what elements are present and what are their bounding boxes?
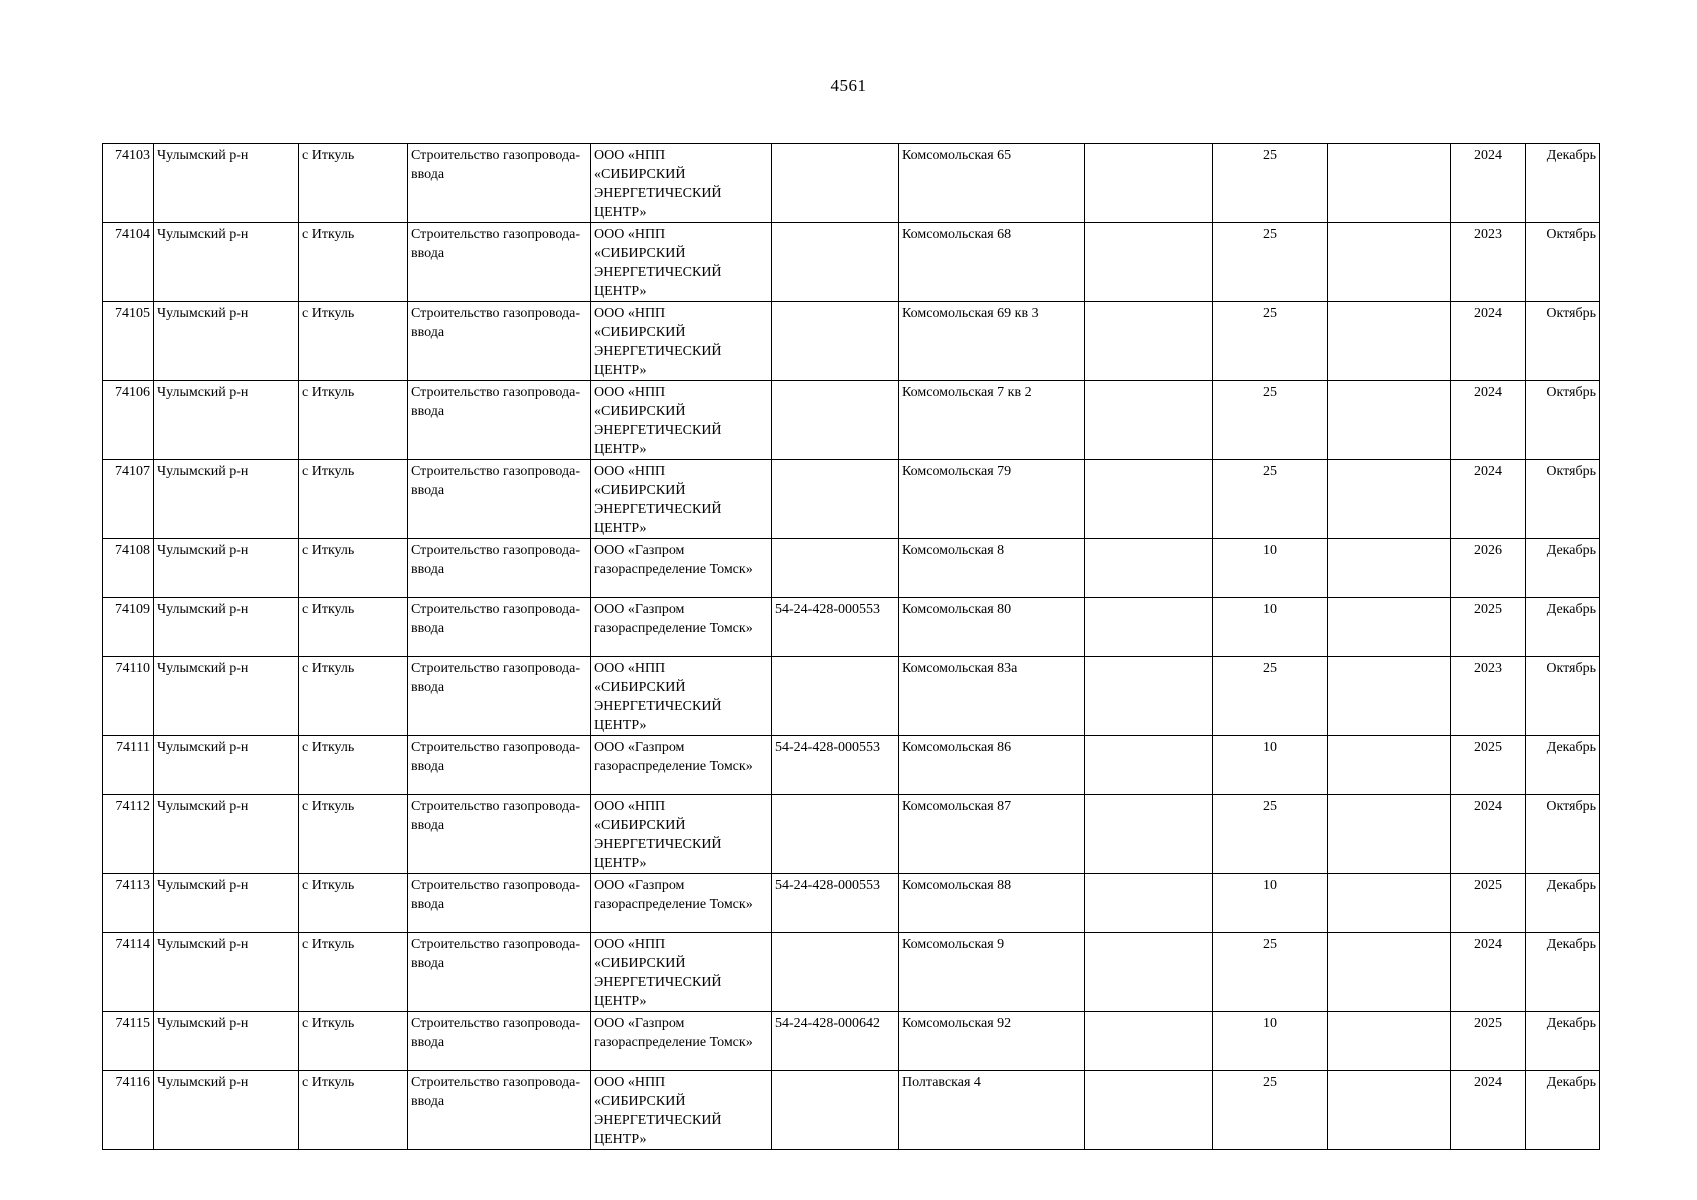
work-line: ввода (411, 818, 445, 833)
org-line: ЭНЕРГЕТИЧЕСКИЙ (594, 502, 722, 517)
org-line: ООО «НПП (594, 148, 666, 163)
org-line: ООО «Газпром (594, 543, 685, 558)
cell-year: 2024 (1451, 381, 1526, 460)
cell-id: 74108 (103, 539, 154, 598)
cell-settlement: с Иткуль (299, 1012, 408, 1071)
cell-district: Чулымский р-н (154, 223, 299, 302)
cell-settlement: с Иткуль (299, 144, 408, 223)
org-line: ООО «НПП (594, 799, 666, 814)
cell-empty (1328, 933, 1451, 1012)
org-line: газораспределение Томск» (594, 562, 753, 577)
cell-empty (1085, 539, 1213, 598)
org-line: «СИБИРСКИЙ (594, 680, 686, 695)
cell-address: Полтавская 4 (899, 1071, 1085, 1150)
work-line: Строительство газопровода- (411, 661, 580, 676)
cell-empty (1085, 657, 1213, 736)
cell-organization (591, 657, 772, 736)
org-line: газораспределение Томск» (594, 1035, 753, 1050)
cell-id: 74115 (103, 1012, 154, 1071)
table-row (103, 302, 1600, 381)
cell-contract-number (772, 144, 899, 223)
work-line: ввода (411, 483, 445, 498)
cell-month: Декабрь (1526, 539, 1600, 598)
table-row (103, 460, 1600, 539)
cell-id: 74114 (103, 933, 154, 1012)
work-line: Строительство газопровода- (411, 1016, 580, 1031)
cell-year: 2025 (1451, 1012, 1526, 1071)
cell-work-type (408, 302, 591, 381)
cell-diameter: 25 (1213, 460, 1328, 539)
cell-settlement: с Иткуль (299, 381, 408, 460)
cell-address: Комсомольская 7 кв 2 (899, 381, 1085, 460)
cell-work-type (408, 1012, 591, 1071)
work-line: ввода (411, 404, 445, 419)
cell-id: 74113 (103, 874, 154, 933)
cell-id: 74103 (103, 144, 154, 223)
cell-settlement: с Иткуль (299, 736, 408, 795)
cell-year: 2025 (1451, 598, 1526, 657)
cell-id: 74104 (103, 223, 154, 302)
org-line: ЦЕНТР» (594, 284, 647, 299)
table-row (103, 657, 1600, 736)
cell-diameter: 10 (1213, 539, 1328, 598)
table-row (103, 539, 1600, 598)
cell-district: Чулымский р-н (154, 598, 299, 657)
cell-year: 2024 (1451, 460, 1526, 539)
cell-empty (1328, 657, 1451, 736)
cell-empty (1085, 1071, 1213, 1150)
cell-empty (1085, 144, 1213, 223)
org-line: газораспределение Томск» (594, 897, 753, 912)
cell-address: Комсомольская 68 (899, 223, 1085, 302)
cell-settlement: с Иткуль (299, 933, 408, 1012)
cell-contract-number: 54-24-428-000553 (772, 736, 899, 795)
work-line: Строительство газопровода- (411, 227, 580, 242)
cell-settlement: с Иткуль (299, 223, 408, 302)
cell-empty (1085, 598, 1213, 657)
cell-address: Комсомольская 8 (899, 539, 1085, 598)
cell-diameter: 25 (1213, 381, 1328, 460)
cell-year: 2024 (1451, 144, 1526, 223)
cell-month: Октябрь (1526, 302, 1600, 381)
cell-district: Чулымский р-н (154, 736, 299, 795)
table-body (103, 144, 1600, 1150)
work-line: ввода (411, 246, 445, 261)
cell-settlement: с Иткуль (299, 874, 408, 933)
cell-empty (1085, 223, 1213, 302)
cell-work-type (408, 657, 591, 736)
org-line: «СИБИРСКИЙ (594, 1094, 686, 1109)
cell-contract-number: 54-24-428-000553 (772, 598, 899, 657)
org-line: ЦЕНТР» (594, 994, 647, 1009)
cell-empty (1328, 539, 1451, 598)
cell-address: Комсомольская 83а (899, 657, 1085, 736)
org-line: ЭНЕРГЕТИЧЕСКИЙ (594, 423, 722, 438)
org-line: газораспределение Томск» (594, 759, 753, 774)
cell-year: 2024 (1451, 1071, 1526, 1150)
cell-district: Чулымский р-н (154, 1012, 299, 1071)
cell-contract-number: 54-24-428-000553 (772, 874, 899, 933)
cell-address: Комсомольская 79 (899, 460, 1085, 539)
org-line: ООО «НПП (594, 1075, 666, 1090)
org-line: ЦЕНТР» (594, 856, 647, 871)
cell-year: 2024 (1451, 933, 1526, 1012)
cell-empty (1328, 144, 1451, 223)
cell-contract-number (772, 381, 899, 460)
cell-diameter: 10 (1213, 1012, 1328, 1071)
org-line: ЦЕНТР» (594, 1132, 647, 1147)
cell-id: 74111 (103, 736, 154, 795)
cell-settlement: с Иткуль (299, 539, 408, 598)
cell-district: Чулымский р-н (154, 539, 299, 598)
cell-settlement: с Иткуль (299, 795, 408, 874)
cell-month: Декабрь (1526, 1071, 1600, 1150)
cell-empty (1085, 933, 1213, 1012)
cell-month: Декабрь (1526, 874, 1600, 933)
cell-empty (1328, 460, 1451, 539)
cell-diameter: 25 (1213, 933, 1328, 1012)
cell-organization (591, 874, 772, 933)
work-line: ввода (411, 759, 445, 774)
cell-contract-number (772, 302, 899, 381)
org-line: ЭНЕРГЕТИЧЕСКИЙ (594, 975, 722, 990)
cell-empty (1085, 795, 1213, 874)
cell-id: 74112 (103, 795, 154, 874)
cell-district: Чулымский р-н (154, 302, 299, 381)
cell-empty (1328, 795, 1451, 874)
work-line: ввода (411, 621, 445, 636)
table-row (103, 874, 1600, 933)
cell-contract-number (772, 657, 899, 736)
cell-empty (1328, 1071, 1451, 1150)
cell-month: Декабрь (1526, 144, 1600, 223)
cell-work-type (408, 460, 591, 539)
cell-contract-number (772, 795, 899, 874)
cell-address: Комсомольская 65 (899, 144, 1085, 223)
cell-year: 2026 (1451, 539, 1526, 598)
cell-id: 74106 (103, 381, 154, 460)
cell-contract-number: 54-24-428-000642 (772, 1012, 899, 1071)
table-row (103, 1071, 1600, 1150)
org-line: «СИБИРСКИЙ (594, 325, 686, 340)
cell-work-type (408, 1071, 591, 1150)
cell-diameter: 10 (1213, 736, 1328, 795)
table-row (103, 933, 1600, 1012)
cell-work-type (408, 539, 591, 598)
cell-settlement: с Иткуль (299, 302, 408, 381)
org-line: ООО «Газпром (594, 740, 685, 755)
work-line: ввода (411, 325, 445, 340)
org-line: ЦЕНТР» (594, 442, 647, 457)
cell-organization (591, 933, 772, 1012)
cell-address: Комсомольская 87 (899, 795, 1085, 874)
work-line: ввода (411, 680, 445, 695)
work-line: Строительство газопровода- (411, 740, 580, 755)
work-line: ввода (411, 1094, 445, 1109)
cell-address: Комсомольская 88 (899, 874, 1085, 933)
work-line: ввода (411, 167, 445, 182)
org-line: ЭНЕРГЕТИЧЕСКИЙ (594, 1113, 722, 1128)
cell-organization (591, 598, 772, 657)
table-row (103, 144, 1600, 223)
work-line: Строительство газопровода- (411, 148, 580, 163)
cell-work-type (408, 795, 591, 874)
cell-organization (591, 460, 772, 539)
org-line: «СИБИРСКИЙ (594, 818, 686, 833)
work-line: ввода (411, 1035, 445, 1050)
cell-empty (1085, 381, 1213, 460)
work-line: ввода (411, 897, 445, 912)
gas-connection-table (102, 143, 1600, 1150)
cell-settlement: с Иткуль (299, 460, 408, 539)
cell-month: Октябрь (1526, 795, 1600, 874)
work-line: Строительство газопровода- (411, 464, 580, 479)
cell-empty (1085, 1012, 1213, 1071)
work-line: Строительство газопровода- (411, 385, 580, 400)
cell-district: Чулымский р-н (154, 144, 299, 223)
work-line: Строительство газопровода- (411, 1075, 580, 1090)
cell-id: 74105 (103, 302, 154, 381)
cell-address: Комсомольская 69 кв 3 (899, 302, 1085, 381)
cell-id: 74107 (103, 460, 154, 539)
cell-month: Октябрь (1526, 381, 1600, 460)
cell-id: 74116 (103, 1071, 154, 1150)
cell-organization (591, 539, 772, 598)
cell-year: 2023 (1451, 223, 1526, 302)
work-line: Строительство газопровода- (411, 306, 580, 321)
work-line: Строительство газопровода- (411, 602, 580, 617)
org-line: ООО «Газпром (594, 878, 685, 893)
org-line: ООО «Газпром (594, 1016, 685, 1031)
cell-diameter: 25 (1213, 144, 1328, 223)
cell-empty (1328, 223, 1451, 302)
table-row (103, 1012, 1600, 1071)
cell-contract-number (772, 933, 899, 1012)
cell-district: Чулымский р-н (154, 657, 299, 736)
org-line: ООО «НПП (594, 306, 666, 321)
org-line: ООО «НПП (594, 464, 666, 479)
cell-month: Декабрь (1526, 736, 1600, 795)
org-line: ООО «НПП (594, 937, 666, 952)
org-line: ЭНЕРГЕТИЧЕСКИЙ (594, 186, 722, 201)
cell-empty (1085, 460, 1213, 539)
cell-settlement: с Иткуль (299, 598, 408, 657)
org-line: ЭНЕРГЕТИЧЕСКИЙ (594, 699, 722, 714)
cell-work-type (408, 598, 591, 657)
cell-empty (1328, 302, 1451, 381)
org-line: ООО «НПП (594, 661, 666, 676)
cell-diameter: 25 (1213, 1071, 1328, 1150)
cell-district: Чулымский р-н (154, 381, 299, 460)
org-line: ЦЕНТР» (594, 363, 647, 378)
org-line: ЭНЕРГЕТИЧЕСКИЙ (594, 344, 722, 359)
cell-month: Октябрь (1526, 657, 1600, 736)
cell-month: Декабрь (1526, 1012, 1600, 1071)
work-line: Строительство газопровода- (411, 878, 580, 893)
cell-district: Чулымский р-н (154, 874, 299, 933)
table-row (103, 598, 1600, 657)
page-number: 4561 (830, 76, 867, 95)
cell-diameter: 10 (1213, 874, 1328, 933)
table-row (103, 381, 1600, 460)
cell-diameter: 25 (1213, 657, 1328, 736)
cell-address: Комсомольская 92 (899, 1012, 1085, 1071)
cell-work-type (408, 381, 591, 460)
work-line: ввода (411, 956, 445, 971)
cell-month: Октябрь (1526, 460, 1600, 539)
org-line: «СИБИРСКИЙ (594, 167, 686, 182)
org-line: «СИБИРСКИЙ (594, 956, 686, 971)
cell-settlement: с Иткуль (299, 1071, 408, 1150)
org-line: «СИБИРСКИЙ (594, 404, 686, 419)
cell-contract-number (772, 539, 899, 598)
cell-district: Чулымский р-н (154, 933, 299, 1012)
cell-month: Декабрь (1526, 933, 1600, 1012)
cell-work-type (408, 933, 591, 1012)
org-line: «СИБИРСКИЙ (594, 246, 686, 261)
cell-work-type (408, 144, 591, 223)
org-line: ЭНЕРГЕТИЧЕСКИЙ (594, 837, 722, 852)
cell-id: 74109 (103, 598, 154, 657)
cell-empty (1085, 302, 1213, 381)
cell-diameter: 25 (1213, 302, 1328, 381)
cell-organization (591, 1071, 772, 1150)
table-row (103, 736, 1600, 795)
org-line: ООО «НПП (594, 227, 666, 242)
org-line: ЦЕНТР» (594, 521, 647, 536)
cell-empty (1085, 736, 1213, 795)
cell-work-type (408, 874, 591, 933)
cell-empty (1328, 1012, 1451, 1071)
cell-address: Комсомольская 86 (899, 736, 1085, 795)
org-line: ООО «Газпром (594, 602, 685, 617)
cell-diameter: 10 (1213, 598, 1328, 657)
cell-district: Чулымский р-н (154, 795, 299, 874)
cell-diameter: 25 (1213, 795, 1328, 874)
cell-year: 2024 (1451, 795, 1526, 874)
cell-contract-number (772, 460, 899, 539)
cell-empty (1328, 598, 1451, 657)
org-line: «СИБИРСКИЙ (594, 483, 686, 498)
org-line: ЭНЕРГЕТИЧЕСКИЙ (594, 265, 722, 280)
cell-contract-number (772, 1071, 899, 1150)
cell-organization (591, 381, 772, 460)
cell-empty (1328, 736, 1451, 795)
table-row (103, 223, 1600, 302)
cell-year: 2025 (1451, 736, 1526, 795)
work-line: Строительство газопровода- (411, 937, 580, 952)
cell-year: 2025 (1451, 874, 1526, 933)
cell-year: 2024 (1451, 302, 1526, 381)
cell-organization (591, 736, 772, 795)
cell-district: Чулымский р-н (154, 460, 299, 539)
cell-empty (1085, 874, 1213, 933)
cell-empty (1328, 874, 1451, 933)
cell-organization (591, 302, 772, 381)
work-line: ввода (411, 562, 445, 577)
cell-id: 74110 (103, 657, 154, 736)
org-line: ЦЕНТР» (594, 718, 647, 733)
cell-organization (591, 144, 772, 223)
cell-organization (591, 1012, 772, 1071)
cell-month: Декабрь (1526, 598, 1600, 657)
cell-year: 2023 (1451, 657, 1526, 736)
org-line: ООО «НПП (594, 385, 666, 400)
cell-work-type (408, 736, 591, 795)
table-row (103, 795, 1600, 874)
cell-address: Комсомольская 80 (899, 598, 1085, 657)
cell-organization (591, 223, 772, 302)
cell-work-type (408, 223, 591, 302)
cell-empty (1328, 381, 1451, 460)
work-line: Строительство газопровода- (411, 799, 580, 814)
org-line: ЦЕНТР» (594, 205, 647, 220)
cell-settlement: с Иткуль (299, 657, 408, 736)
cell-address: Комсомольская 9 (899, 933, 1085, 1012)
cell-organization (591, 795, 772, 874)
org-line: газораспределение Томск» (594, 621, 753, 636)
cell-contract-number (772, 223, 899, 302)
cell-diameter: 25 (1213, 223, 1328, 302)
cell-district: Чулымский р-н (154, 1071, 299, 1150)
work-line: Строительство газопровода- (411, 543, 580, 558)
cell-month: Октябрь (1526, 223, 1600, 302)
